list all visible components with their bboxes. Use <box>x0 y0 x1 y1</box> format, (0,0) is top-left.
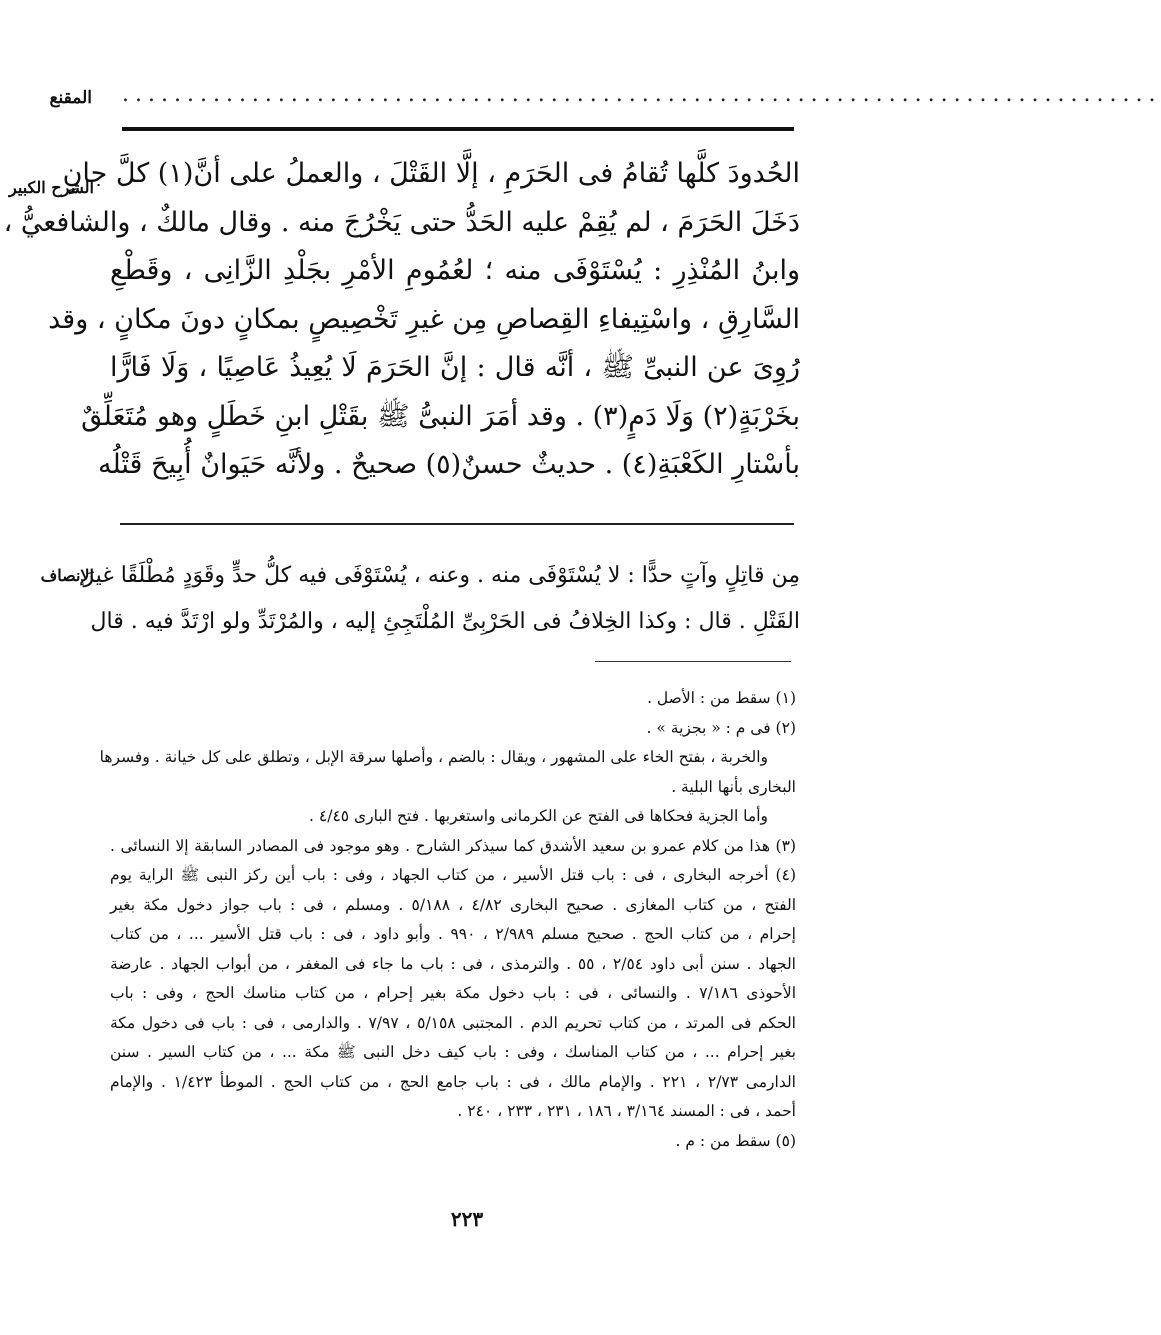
footnote-line: بغير إحرام ... ، من كتاب المناسك ، وفى : باب كيف دخل النبى ﷺ مكة ... ، من كتاب السير . سنن <box>110 1043 796 1061</box>
footnote-line: إحرام ، من كتاب الحج . صحيح مسلم ٢/٩٨٩ ، ٩٩٠ . وأبو داود ، فى : باب قتل الأسير ... ، من كتاب <box>110 925 796 943</box>
footnote-line: (٥) سقط من : م . <box>675 1131 796 1150</box>
sharh-line: وابنُ المُنْذِرِ : يُسْتَوْفَى منه ؛ لعُمُومِ الأمْرِ بجَلْدِ الزَّانِى ، وقَطْعِ <box>110 255 800 286</box>
page-number: ٢٢٣ <box>450 1207 484 1231</box>
footnote-line: (٣) هذا من كلام عمرو بن سعيد الأشدق كما سيذكر الشارح . وهو موجود فى المصادر السابقة إلا النسائى . <box>110 836 796 855</box>
footnote-line: (٢) فى م : « بجزية » . <box>646 718 796 737</box>
sharh-line: دَخَلَ الحَرَمَ ، لم يُقِمْ عليه الحَدُّ حتى يَخْرُجَ منه . وقال مالكٌ ، والشافعيُّ ، <box>3 206 800 238</box>
footnote-separator <box>595 661 791 662</box>
sharh-line: بخَرْبَةٍ(٢) وَلَا دَمٍ(٣) . وقد أمَرَ النبىُّ ﷺ بقَتْلِ ابنِ خَطَلٍ وهو مُتَعَلِّقٌ <box>81 400 800 432</box>
margin-label-sharh: الشرح الكبير <box>9 178 94 197</box>
insaf-text-block <box>83 553 800 645</box>
insaf-line: مِن قاتِلٍ وآتٍ حدًّا : لا يُسْتَوْفَى منه . وعنه ، يُسْتَوْفَى فيه كلُّ حدٍّ وقَوَدٍ مُطْلَقًا غيرَ <box>83 563 800 588</box>
footnote-line: البخارى بأنها البلية . <box>671 777 796 796</box>
footnote-line: أحمد ، فى : المسند ٣/١٦٤ ، ١٨٦ ، ٢٣١ ، ٢٣٣ ، ٢٤٠ . <box>457 1102 796 1120</box>
footnote-line: (٤) أخرجه البخارى ، فى : باب قتل الأسير ، من كتاب الجهاد ، وفى : باب أين ركز النبى ﷺ الراية يوم <box>110 866 796 884</box>
footnote-line: والخربة ، بفتح الخاء على المشهور ، ويقال : بالضم ، وأصلها سرقة الإبل ، وتطلق على كل خيانة . وفسرها <box>99 748 768 766</box>
footnote-line: الأحوذى ٧/١٨٦ . والنسائى ، فى : باب دخول مكة بغير إحرام ، من كتاب مناسك الحج ، وفى : باب <box>110 984 797 1002</box>
footnote-line: الفتح ، من كتاب المغازى . صحيح البخارى ٤/٨٢ ، ٥/١٨٨ . ومسلم ، فى : باب جواز دخول مكة بغير <box>110 895 796 914</box>
footnote-line: وأما الجزية فحكاها فى الفتح عن الكرمانى واستغربها . فتح البارى ٤/٤٥ . <box>309 807 768 825</box>
sharh-line: رُوِىَ عن النبىِّ ﷺ ، أنَّه قال : إنَّ الحَرَمَ لَا يُعِيذُ عَاصِيًا ، وَلَا فَارًّا <box>110 352 800 383</box>
footnotes-block <box>99 684 797 1156</box>
insaf-line: القَتْلِ . قال : وكذا الخِلافُ فى الحَرْبِىِّ المُلْتَجِئِ إليه ، والمُرْتَدِّ ولو ارْتَدَّ فيه . قال <box>90 609 800 634</box>
sharh-line: بأسْتارِ الكَعْبَةِ(٤) . حديثٌ حسنٌ(٥) صحيحٌ . ولأنَّه حَيَوانٌ أُبِيحَ قَتْلُه <box>98 449 800 480</box>
sharh-line: السَّارِقِ ، واسْتِيفاءِ القِصاصِ مِن غيرِ تَخْصِيصٍ بمكانٍ دونَ مكانٍ ، وقد <box>48 303 800 335</box>
footnote-line: الجهاد . سنن أبى داود ٢/٥٤ ، ٥٥ . والترمذى ، فى : باب ما جاء فى المغفر ، من أبواب الجهاد . عارضة <box>110 954 796 973</box>
header-rule <box>122 127 794 131</box>
running-title: المقنع <box>49 88 92 108</box>
footnote-line: (١) سقط من : الأصل . <box>647 689 796 707</box>
margin-label-insaf: الإنصاف <box>40 566 94 585</box>
header-dotted-leader: ................................................................................ <box>122 82 1161 107</box>
sharh-line: الحُدودَ كلَّها تُقامُ فى الحَرَمِ ، إلَّا القَتْلَ ، والعملُ على أنَّ(١) كلَّ جانٍ <box>62 158 800 189</box>
section-divider <box>120 523 794 525</box>
footnote-line: الدارمى ٢/٧٣ ، ٢٢١ . والإمام مالك ، فى : باب جامع الحج ، من كتاب الحج . الموطأ ١/٤٢٣ . والإمام <box>110 1072 796 1091</box>
footnote-line: الحكم فى المرتد ، من كتاب تحريم الدم . المجتبى ٥/١٥٨ ، ٧/٩٧ . والدارمى ، فى : باب فى دخول مكة <box>110 1013 796 1032</box>
